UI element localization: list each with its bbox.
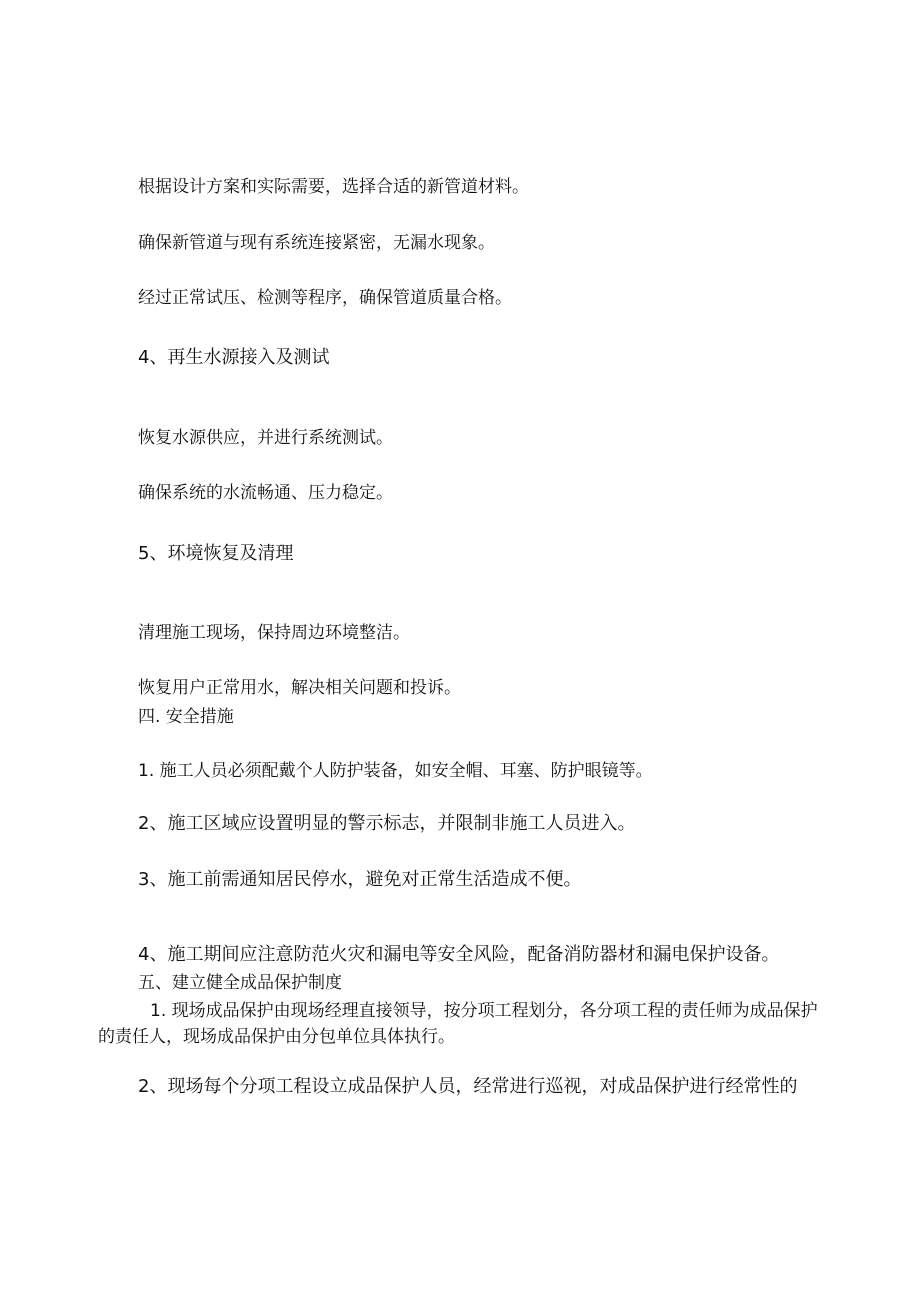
list-item: 3、施工前需通知居民停水，避免对正常生活造成不便。 <box>138 869 582 890</box>
section-heading: 4、再生水源接入及测试 <box>138 347 330 368</box>
section-heading: 四. 安全措施 <box>138 707 234 727</box>
list-item: 1. 施工人员必须配戴个人防护装备，如安全帽、耳塞、防护眼镜等。 <box>138 761 653 781</box>
list-item: 4、施工期间应注意防范火灾和漏电等安全风险，配备消防器材和漏电保护设备。 <box>138 944 780 965</box>
paragraph-line: 恢复水源供应，并进行系统测试。 <box>138 428 393 448</box>
paragraph-line: 清理施工现场，保持周边环境整洁。 <box>138 623 410 643</box>
paragraph-line: 根据设计方案和实际需要，选择合适的新管道材料。 <box>138 177 529 197</box>
paragraph-line: 经过正常试压、检测等程序，确保管道质量合格。 <box>138 288 512 308</box>
paragraph-line: 确保系统的水流畅通、压力稳定。 <box>138 483 393 503</box>
paragraph-line: 恢复用户正常用水，解决相关问题和投诉。 <box>138 678 461 698</box>
list-item: 2、施工区域应设置明显的警示标志，并限制非施工人员进入。 <box>138 813 636 834</box>
paragraph-line: 确保新管道与现有系统连接紧密，无漏水现象。 <box>138 233 495 253</box>
section-heading: 5、环境恢复及清理 <box>138 543 294 564</box>
section-heading: 五、建立健全成品保护制度 <box>138 973 342 993</box>
list-item: 1. 现场成品保护由现场经理直接领导，按分项工程划分，各分项工程的责任师为成品保护的责任人，现场成品保护由分包单位具体执行。 <box>98 1001 818 1047</box>
list-item: 2、现场每个分项工程设立成品保护人员，经常进行巡视，对成品保护进行经常性的 <box>138 1076 798 1097</box>
